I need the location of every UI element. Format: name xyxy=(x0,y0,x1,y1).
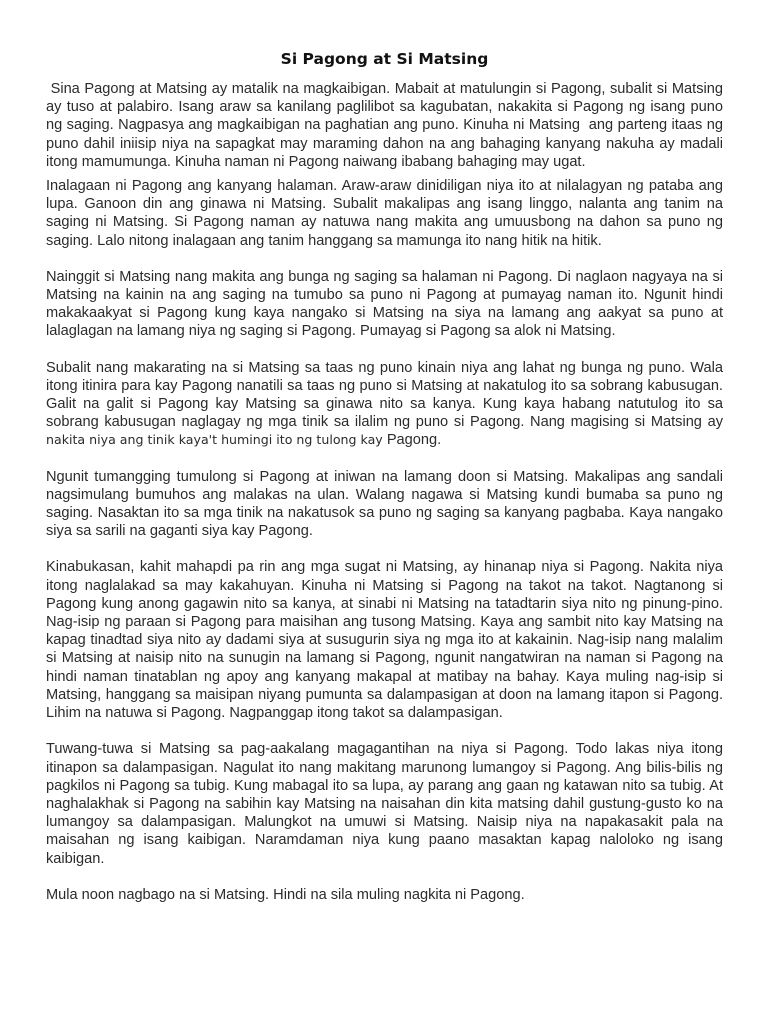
paragraph-1: Sina Pagong at Matsing ay matalik na magkaibigan. Mabait at matulungin si Pagong, subalit si Matsing ay tuso at palabiro. Isang araw sa kanilang paglilibot sa kagubatan, nakakita si Pagong ng isang puno ng saging. Nagpasya ang magkaibigan na paghatian ang puno. Kinuha ni Matsing ang parteng itaas ng puno dahil iniisip niya na sapagkat may maraming dahon na ang bahaging kanyang nakuha ay madali itong mamumunga. Kinuha naman ni Pagong naiwang ibabang bahaging may ugat. xyxy=(46,81,728,170)
paragraph-5: Ngunit tumangging tumulong si Pagong at iniwan na lamang doon si Matsing. Makalipas ang sandali nagsimulang bumuhos ang malakas na ulan. Walang nagawa si Matsing kundi bumaba sa puno ng saging. Nasaktan ito sa mga tinik na nakatusok sa puno ng saging sa kanyang pagbaba. Kaya nangako siya sa sarili na gaganti siya kay Pagong. xyxy=(46,468,723,540)
paragraph-4 xyxy=(46,359,723,450)
paragraph-7: Tuwang-tuwa si Matsing sa pag-aakalang magagantihan na niya si Pagong. Todo lakas niya itong itinapon sa dalampasigan. Nagulat ito nang makitang marunong lumangoy si Pagong. Ang bilis-bilis ng pagkilos ni Pagong sa tubig. Kung mabagal ito sa lupa, ay parang ang gaan ng katawan nito sa tubig. At naghalakhak si Pagong na sabihin kay Matsing na naisahan din kita matsing dahil gustung-gusto ko na lumangoy sa dalampasigan. Malungkot na umuwi si Matsing. Naisip niya na napakasakit pala na maisahan ng isang kaibigan. Naramdaman niya kung paano masaktan kapag naloloko ng isang kaibigan. xyxy=(46,741,723,867)
paragraph-4-end: Pagong. xyxy=(382,432,442,449)
paragraph-2: Inalagaan ni Pagong ang kanyang halaman. Araw-araw dinidiligan niya ito at nilalagyan ng pataba ang lupa. Ganoon din ang ginawa ni Matsing. Subalit makalipas ang isang linggo, nalanta ang tanim na saging ni Matsing. Si Pagong naman ay natuwa nang makita ang umuusbong na dahon sa puno ng saging. Lalo nitong inalagaan ang tanim hanggang sa mamunga ito nang hitik na hitik. xyxy=(46,178,723,249)
paragraph-4-body: Subalit nang makarating na si Matsing sa taas ng puno kinain niya ang lahat ng bunga ng puno. Wala itong itinira para kay Pagong nanatili sa taas ng puno si Matsing at nakatulog ito sa sobrang kabusugan. Galit na galit si Pagong kay Matsing sa ginawa nito sa kanya. Kung kaya habang natutulog ito sa sobrang kabusugan naglagay ng mga tinik sa ilalim ng puno si Pagong. Nang magising si Matsing ay xyxy=(46,359,723,431)
paragraph-8: Mula noon nagbago na si Matsing. Hindi na sila muling nagkita ni Pagong. xyxy=(46,886,525,903)
paragraph-4-alt-text: nakita niya ang tinik kaya't humingi ito ng tulong kay xyxy=(46,432,383,448)
paragraph-3: Nainggit si Matsing nang makita ang bunga ng saging sa halaman ni Pagong. Di naglaon nagyaya na si Matsing na kainin na ang saging na tumubo sa puno ni Pagong at pumayag naman ito. Ngunit hindi makakaakyat si Pagong kung kaya nangako si Matsing na siya na lamang ang aakyat sa puno at lalaglagan na lamang niya ng saging si Pagong. Pumayag si Pagong sa alok ni Matsing. xyxy=(46,268,723,340)
document-title: Si Pagong at Si Matsing xyxy=(280,50,489,68)
paragraph-6: Kinabukasan, kahit mahapdi pa rin ang mga sugat ni Matsing, ay hinanap niya si Pagong. Nakita niya itong naglalakad sa may kakahuyan. Kinuha ni Matsing si Pagong na takot na takot. Nagtanong si Pagong kung anong gagawin nito sa kanya, at sinabi ni Matsing na tatadtarin siya nito ng pinung-pino. Nag-isip ng paraan si Pagong para maisihan ang tusong Matsing. Kaya ang sambit nito kay Matsing na kapag tinadtad siya nito ay dadami siya at susugurin siya ng mga ito at kakainin. Nag-isip nang malalim si Matsing at naisip nito na sunugin na lamang si Pagong, ngunit nangatwiran na naman si Pagong na hindi naman tinatablan ng apoy ang kanyang makapal at matibay na bahay. Kaya muling nag-isip si Matsing, hanggang sa maisipan niyang pumunta sa dalampasigan at doon na lamang itapon si Pagong. Lihim na natuwa si Pagong. Nagpanggap itong takot sa dalampasigan. xyxy=(46,559,723,722)
